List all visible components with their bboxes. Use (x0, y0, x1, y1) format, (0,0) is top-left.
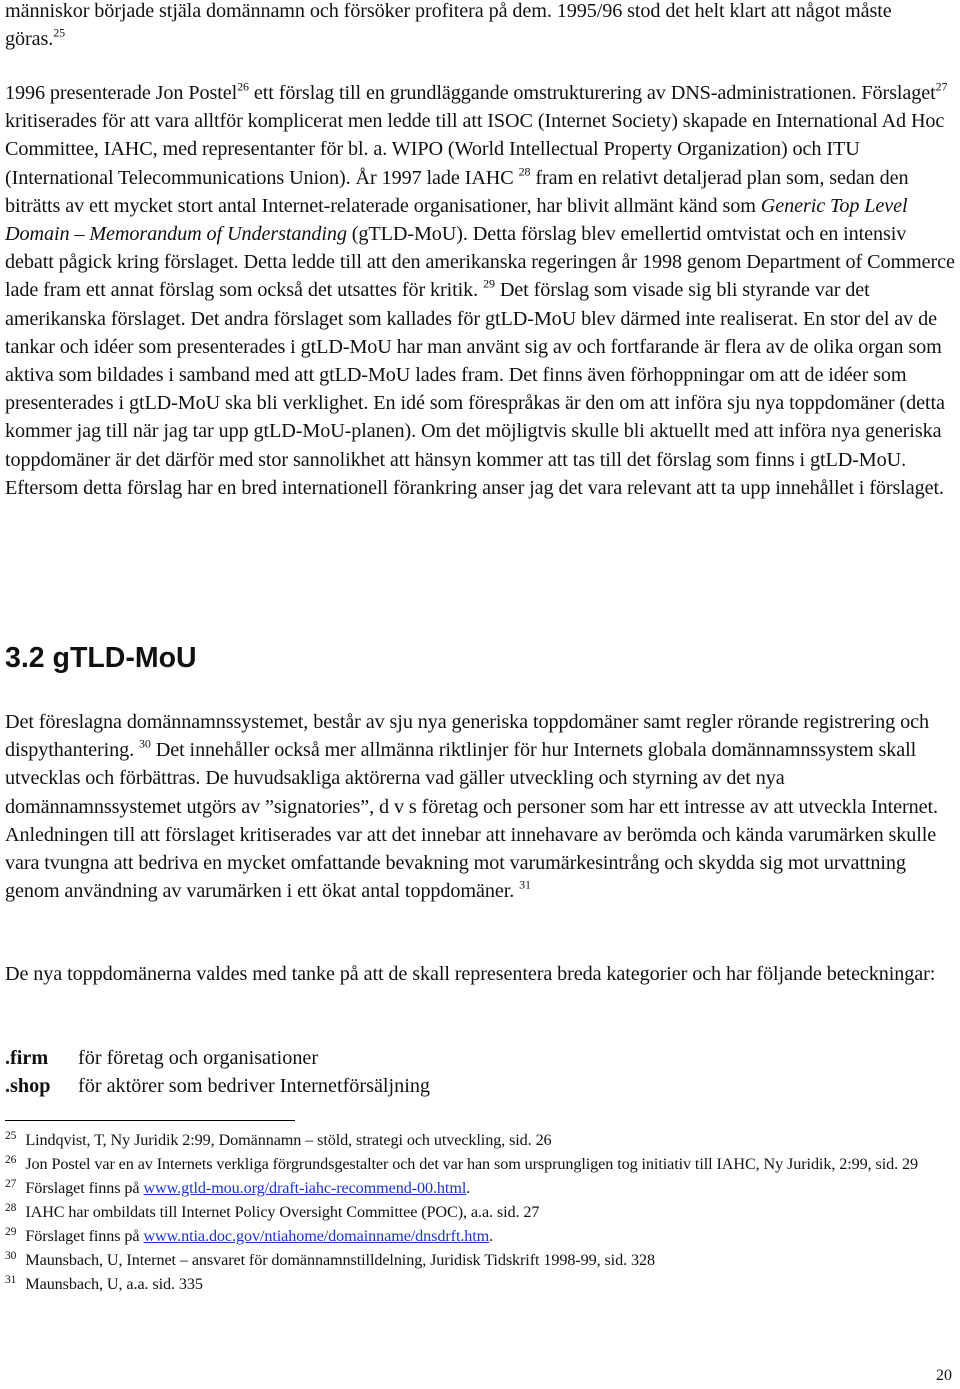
paragraph-intro: människor började stjäla domännamn och försöker profitera på dem. 1995/96 stod det helt klart att något måste göras.$^{25}$ (5, 0, 892, 51)
footnote-ref-25: 25 (53, 25, 65, 40)
footnote-link-ntia[interactable]: www.ntia.doc.gov/ntiahome/domainname/dnsdrft.htm (143, 1227, 490, 1245)
footnote-ref-31: 31 (519, 877, 531, 892)
footnotes (5, 1128, 955, 1296)
footnote-link-gtld-mou[interactable]: www.gtld-mou.org/draft-iahc-recommend-00.html (143, 1179, 467, 1197)
footnote-25: $^{25}$ Lindqvist, T, Ny Juridik 2:99, Domännamn – stöld, strategi och utveckling, sid. 26 (5, 1129, 552, 1149)
footnote-26: $^{26}$ Jon Postel var en av Internets verkliga förgrundsgestalter och det var han som ursprungligen tog initiativ till IAHC, Ny Juridik, 2:99, sid. 29 (5, 1153, 918, 1173)
section-heading: 3.2 gTLD-MoU (5, 642, 197, 674)
domain-list (5, 1044, 430, 1100)
domain-description: för företag och organisationer (78, 1047, 319, 1069)
italic-term: Generic Top Level Domain – Memorandum of Understanding (5, 194, 908, 246)
footnote-27: $^{27}$ Förslaget finns på www.gtld-mou.org/draft-iahc-recommend-00.html. (5, 1177, 471, 1197)
footnote-ref-26: 26 (237, 79, 249, 94)
footnote-29: $^{29}$ Förslaget finns på www.ntia.doc.gov/ntiahome/domainname/dnsdrft.htm. (5, 1225, 494, 1245)
footnote-30: $^{30}$ Maunsbach, U, Internet – ansvaret för domännamnstilldelning, Juridisk Tidskrift 1998-99, sid. 328 (5, 1249, 655, 1269)
footnote-31: $^{31}$ Maunsbach, U, a.a. sid. 335 (5, 1273, 203, 1293)
domain-name: .shop (5, 1075, 51, 1097)
footnote-ref-29: 29 (483, 277, 495, 292)
list-item (5, 1072, 430, 1100)
domain-description: för aktörer som bedriver Internetförsäljning (78, 1075, 431, 1097)
footnote-ref-30: 30 (139, 736, 151, 751)
footnote-28: $^{28}$ IAHC har ombildats till Internet Policy Oversight Committee (POC), a.a. sid. 27 (5, 1201, 540, 1221)
paragraph-new-tlds: De nya toppdomänerna valdes med tanke på att de skall representera breda kategorier och har följande beteckningar: (5, 963, 936, 985)
list-item (5, 1044, 430, 1072)
paragraph-gtld: Det föreslagna domännamnssystemet, består av sju nya generiska toppdomäner samt regler rörande registrering och dispythantering. $^{30}$ Det innehåller också mer allmänna riktlinjer för hur Internets globala domännamnssystem skall utvecklas och förbättras. De huvudsakliga aktörerna vad gäller utveckling och styrning av det nya domännamnssystemet utgörs av ”signatories”, d v s företag och personer som har ett intresse av att utveckla Internet. Anledningen till att förslaget kritiserades var att det innebar att innehavare av berömda och kända varumärken skulle vara tvungna att bedriva en mycket omfattande bevakning mot varumärkesintrång och skydda sig mot urvattning genom användning av varumärken i ett ökat antal toppdomäner. $^{31}$ (5, 711, 938, 903)
paragraph-postel: 1996 presenterade Jon Postel$^{26}$ ett förslag till en grundläggande omstrukturering av DNS-administrationen. Förslaget$^{27}$ kritiserades för att vara alltför komplicerat men ledde till att ISOC (Internet Society) skapade en International Ad Hoc Committee, IAHC, med representanter för bl. a. WIPO (World Intellectual Property Organization) och ITU (International Telecommunications Union). År 1997 lade IAHC $^{28}$ fram en relativt detaljerad plan som, sedan den biträtts av ett mycket stort antal Internet-relaterade organisationer, har blivit allmänt känd som Generic Top Level Domain – Memorandum of Understanding (gTLD-MoU). Detta förslag blev emellertid omtvistat och en intensiv debatt pågick kring förslaget. Detta ledde till att den amerikanska regeringen år 1998 genom Department of Commerce lade fram ett annat förslag som också det utsattes för kritik. $^{29}$ Det förslag som visade sig bli styrande var det amerikanska förslaget. Det andra förslaget som kallades för gtLD-MoU blev därmed inte realiserat. En stor del av de tankar och idéer som presenterades i gtLD-MoU har man använt sig av och fortfarande är flera av de olika organ som aktiva som bildades i samband med att gtLD-MoU lades fram. Det finns även förhoppningar om att de idéer som presenterades i gtLD-MoU ska bli verklighet. En idé som förespråkas är den om att införa sju nya toppdomäner (detta kommer jag till när jag tar upp gtLD-MoU-planen). Om det möjligtvis skulle bli aktuellt med att införa nya generiska toppdomäner är det därför med stor sannolikhet att hänsyn kommer att tas till det förslag som finns i gtLD-MoU. Eftersom detta förslag har en bred internationell förankring anser jag det vara relevant att ta upp innehållet i förslaget. (5, 79, 955, 499)
footnote-divider (5, 1120, 295, 1121)
page-number: 20 (936, 1367, 952, 1384)
domain-name: .firm (5, 1047, 49, 1069)
footnote-ref-28: 28 (518, 164, 531, 179)
footnote-ref-27: 27 (935, 79, 948, 94)
